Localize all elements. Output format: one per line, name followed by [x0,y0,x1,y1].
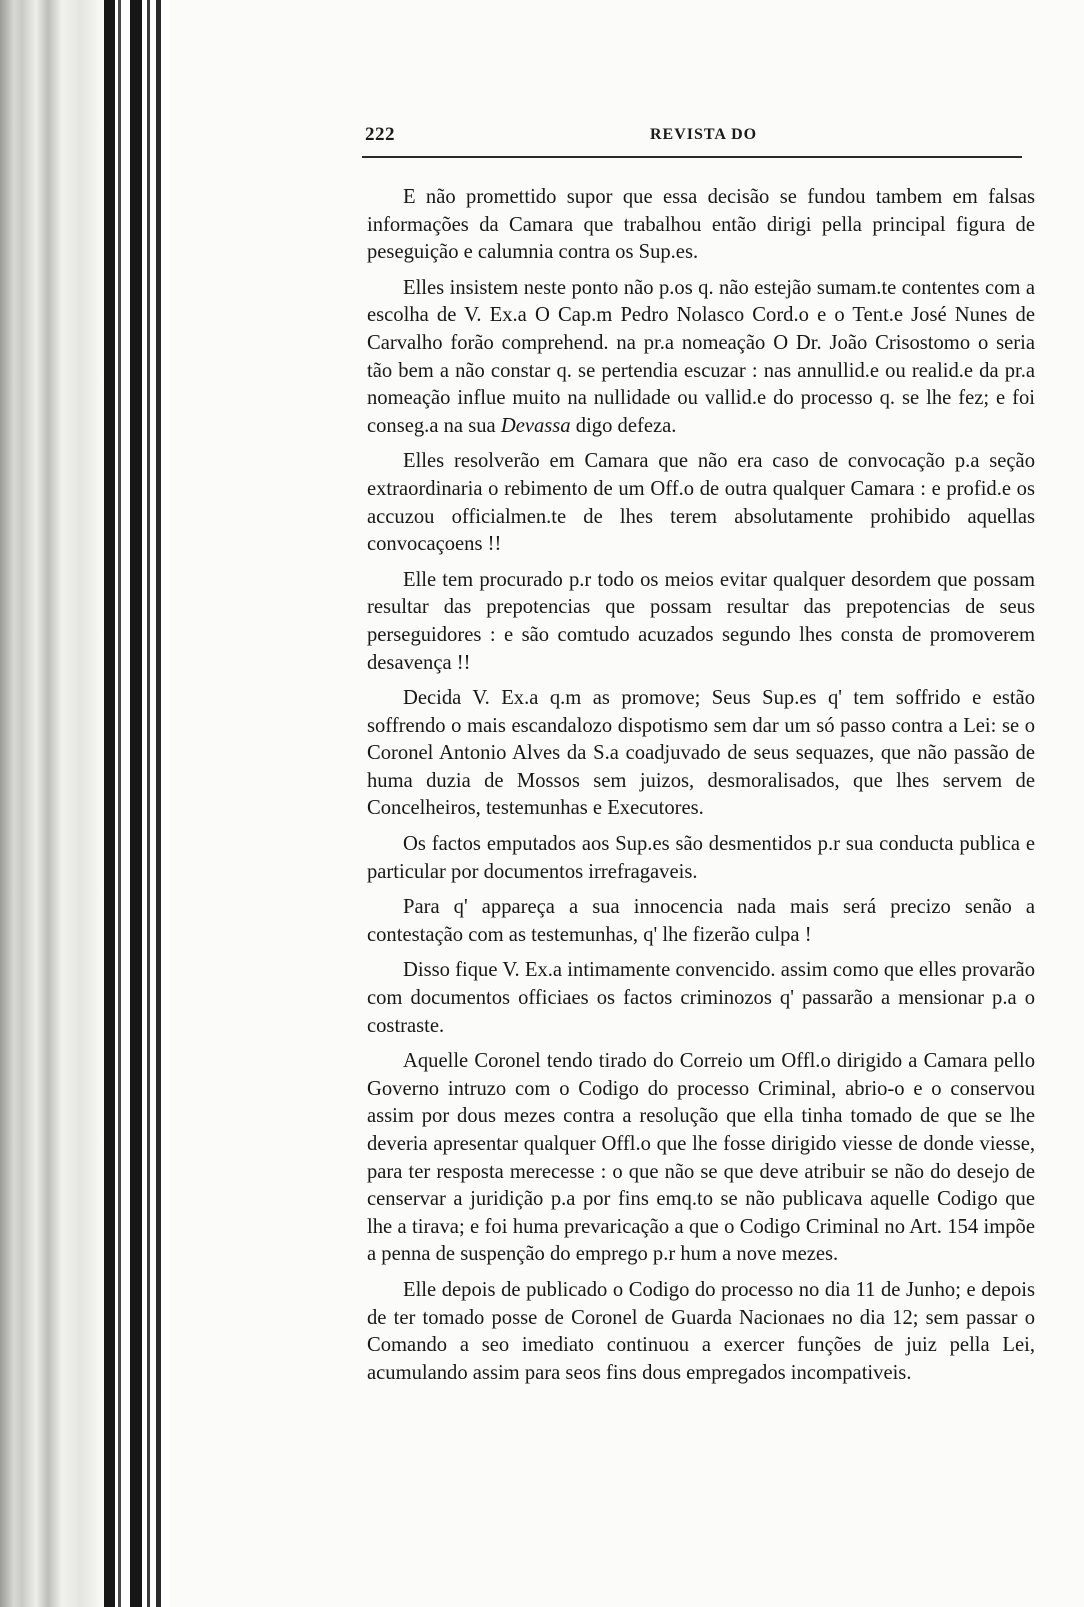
paragraph [367,1048,1035,1269]
paragraph-text: Aquelle Coronel tendo tirado do Correio um Offl.o dirigido a Camara pello Governo intruzo com o Codigo do processo Criminal, abrio-o e o conservou assim por dous mezes contra a resolução que ella tinha tomado de que se lhe deveria apresentar qualquer Offl.o que lhe fosse dirigido viesse de donde viesse, para ter resposta merecesse : o que não se que deve atribuir se não do desejo de censervar a juridição p.a por fins emq.to se não publicava aquelle Codigo que lhe a tirava; e foi huma prevaricação a que o Codigo Criminal no Art. 154 impõe a penna de suspenção do emprego p.r hum a nove mezes. [367,1050,1035,1266]
italic-word: Devassa [500,414,571,437]
binding-edge [118,0,121,1607]
paragraph-text: E não promettido supor que essa decisão se fundou tambem em falsas informações da Camara que trabalhou então dirigi pella principal figura de peseguição e calumnia contra os Sup.es. [367,186,1035,264]
page-number: 222 [365,124,395,145]
paragraph [367,1277,1035,1387]
paragraph [367,685,1035,823]
paragraph-text: Disso fique V. Ex.a intimamente convencido. assim como que elles provarão com documentos officiaes os factos criminozos q' passarão a mensionar p.a o costraste. [367,959,1035,1037]
paragraph [367,448,1035,558]
paragraph-text: Os factos emputados aos Sup.es são desmentidos p.r sua conducta publica e particular por documentos irrefragaveis. [367,833,1035,883]
paragraph-text: Elle tem procurado p.r todo os meios evitar qualquer desordem que possam resultar das prepotencias que possam resultar das prepotencias de seus perseguidores : e são comtudo acuzados segundo lhes consta de promoverem desavença !! [367,568,1035,674]
binding-edge [147,0,150,1607]
paragraph-text: Elles resolverão em Camara que não era caso de convocação p.a seção extraordinaria o rebimento de um Off.o de outra qualquer Camara : e profid.e os accuzou officialmen.te de lhes terem absolutamente prohibido aquellas convocaçoens !! [367,450,1035,556]
paragraph-text: Elles insistem neste ponto não p.os q. não estejão sumam.te contentes com a escolha de V. Ex.a O Cap.m Pedro Nolasco Cord.o e o Tent.e José Nunes de Carvalho forão comprehend. na pr.a nomeação O Dr. João Crisostomo o seria tão bem a não constar q. se pertendia escuzar : nas annullid.e ou realid.e da pr.a nomeação influe muito na nullidade ou vallid.e do processo q. se lhe fez; e foi conseg.a na sua [367,276,1035,437]
paragraph-text: Para q' appareça a sua innocencia nada mais será precizo senão a contestação com as testemunhas, q' lhe fizerão culpa ! [367,896,1035,946]
paragraph [367,831,1035,886]
paragraph-text: Decida V. Ex.a q.m as promove; Seus Sup.es q' tem soffrido e estão soffrendo o mais escandalozo dispotismo sem dar um só passo contra a Lei: se o Coronel Antonio Alves da S.a coadjuvado de seus sequazes, que não passão de huma duzia de Mossos sem juizos, desmoralisados, que lhes servem de Concelheiros, testemunhas e Executores. [367,687,1035,820]
binding-edge [130,0,142,1607]
book-binding-gutter [0,0,170,1607]
paragraph [367,957,1035,1040]
paragraph [367,275,1035,441]
paragraph-text: Elle depois de publicado o Codigo do processo no dia 11 de Junho; e depois de ter tomado posse de Coronel de Guarda Nacionaes no dia 12; sem passar o Comando a seo imediato continuou a exercer funções de juiz pella Lei, acumulando assim para seos fins dous empregados incompativeis. [367,1278,1035,1384]
paragraph [367,894,1035,949]
paragraph [367,184,1035,267]
page-header [365,124,1055,154]
document-body [367,184,1035,1395]
paragraph-text: digo defeza. [575,414,677,437]
paragraph [367,567,1035,677]
binding-edge [156,0,161,1607]
binding-edge [104,0,115,1607]
running-title: REVISTA DO [650,126,758,143]
header-rule [362,156,1022,158]
